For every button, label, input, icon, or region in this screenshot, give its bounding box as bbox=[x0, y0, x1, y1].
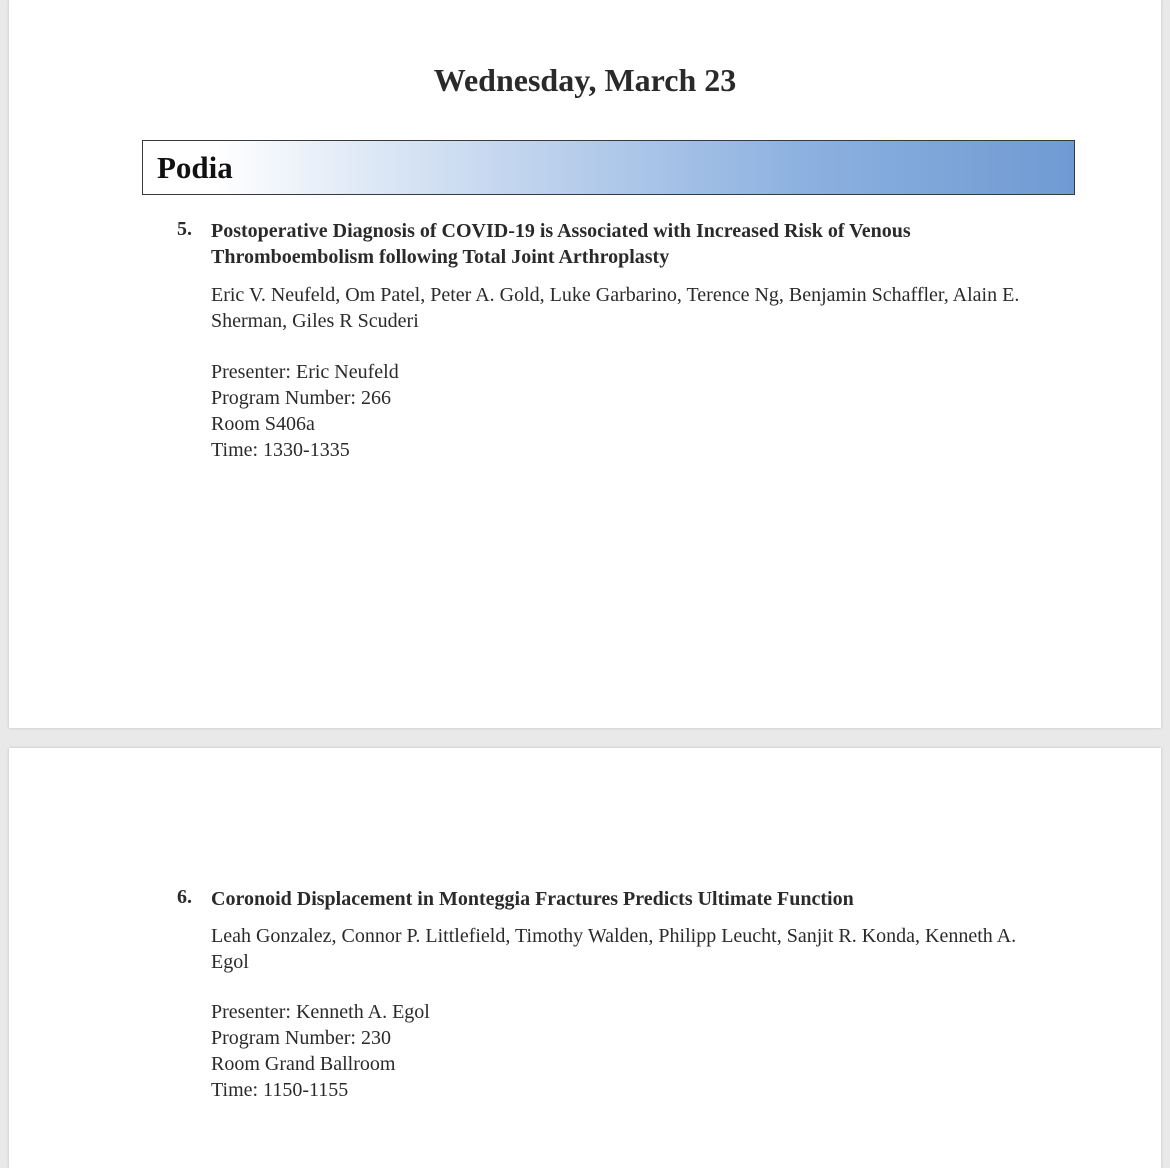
room-line: Room Grand Ballroom bbox=[211, 1053, 396, 1075]
item-authors: Leah Gonzalez, Connor P. Littlefield, Timothy Walden, Philipp Leucht, Sanjit R. Konda, Kenneth A. Egol bbox=[211, 925, 1017, 973]
room-line: Room S406a bbox=[211, 413, 315, 435]
presenter-line: Presenter: Kenneth A. Egol bbox=[211, 1001, 430, 1023]
time-line: Time: 1150-1155 bbox=[211, 1079, 349, 1101]
day-heading: Wednesday, March 23 bbox=[433, 62, 737, 98]
program-number-line: Program Number: 266 bbox=[211, 387, 391, 409]
item-number: 5. bbox=[177, 218, 192, 240]
time-line: Time: 1330-1335 bbox=[211, 439, 350, 461]
section-header-bar bbox=[142, 140, 1075, 195]
item-number: 6. bbox=[177, 886, 192, 908]
item-details bbox=[211, 359, 911, 463]
program-number-line: Program Number: 230 bbox=[211, 1027, 391, 1049]
item-authors: Eric V. Neufeld, Om Patel, Peter A. Gold, Luke Garbarino, Terence Ng, Benjamin Schaffler, Alain E. Sherman, Giles R Scuderi bbox=[211, 284, 1020, 332]
presenter-line: Presenter: Eric Neufeld bbox=[211, 361, 399, 383]
item-details bbox=[211, 999, 911, 1103]
item-title: Coronoid Displacement in Monteggia Fractures Predicts Ultimate Function bbox=[211, 888, 854, 910]
item-title: Postoperative Diagnosis of COVID-19 is Associated with Increased Risk of Venous Thromboembolism following Total Joint Arthroplasty bbox=[211, 220, 911, 268]
section-label: Podia bbox=[157, 150, 233, 185]
